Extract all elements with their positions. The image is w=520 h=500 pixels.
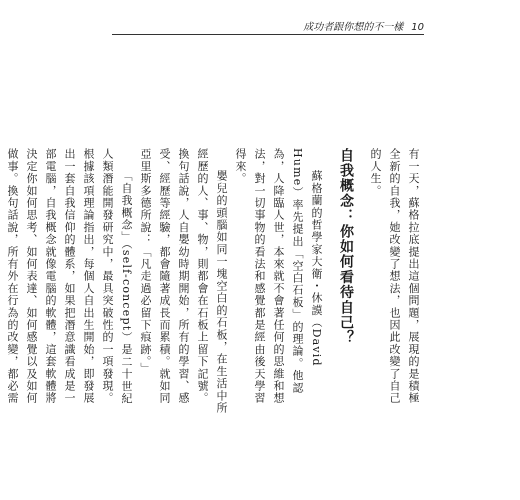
paragraph-blank-slate: 嬰兒的頭腦如同一塊空白的石板，在生活中所經歷的人、事、物，則都會在石板上留下記號。換句話說，人自嬰幼時期開始，所有的學習、感受、經歷等經驗，都會隨著成長而累積。就如同亞里斯多德所說：「凡走過必留下痕跡。」 <box>139 148 228 414</box>
header-rule <box>112 34 424 35</box>
page-number: 10 <box>411 22 424 33</box>
running-header <box>112 18 424 33</box>
paragraph-hume: 蘇格蘭的哲學家大衛・休謨（David Hume）率先提出「空白石板」的理論。他認為，人降臨人世，本來就不會著任何的思維和想法，對一切事物的看法和感覺都是經由後天學習得來。 <box>234 148 323 405</box>
paragraph-self-concept: 「自我概念」（self-concept）是二十世紀人類潛能開發研究中，最具突破性的一項發現。根據該項理論指出，每個人自出生開始，即發展出一套自我信仰的體系，如果把潛意識看成是一部電腦，自我概念就像電腦的軟體，這套軟體將決定你如何思考、如何表達、如何感覺以及如何做事。換句話說，所有外在行為的改變，都必需 <box>6 148 133 405</box>
running-title: 成功者跟你想的不一樣 <box>303 22 404 33</box>
section-heading: 自我概念：你如何看待自己？ <box>338 148 354 346</box>
paragraph-intro: 有一天，蘇格拉底提出這個問題，展現的是積極全新的自我，她改變了想法，也因此改變了自己的人生。 <box>369 148 420 405</box>
body-text <box>6 148 423 416</box>
